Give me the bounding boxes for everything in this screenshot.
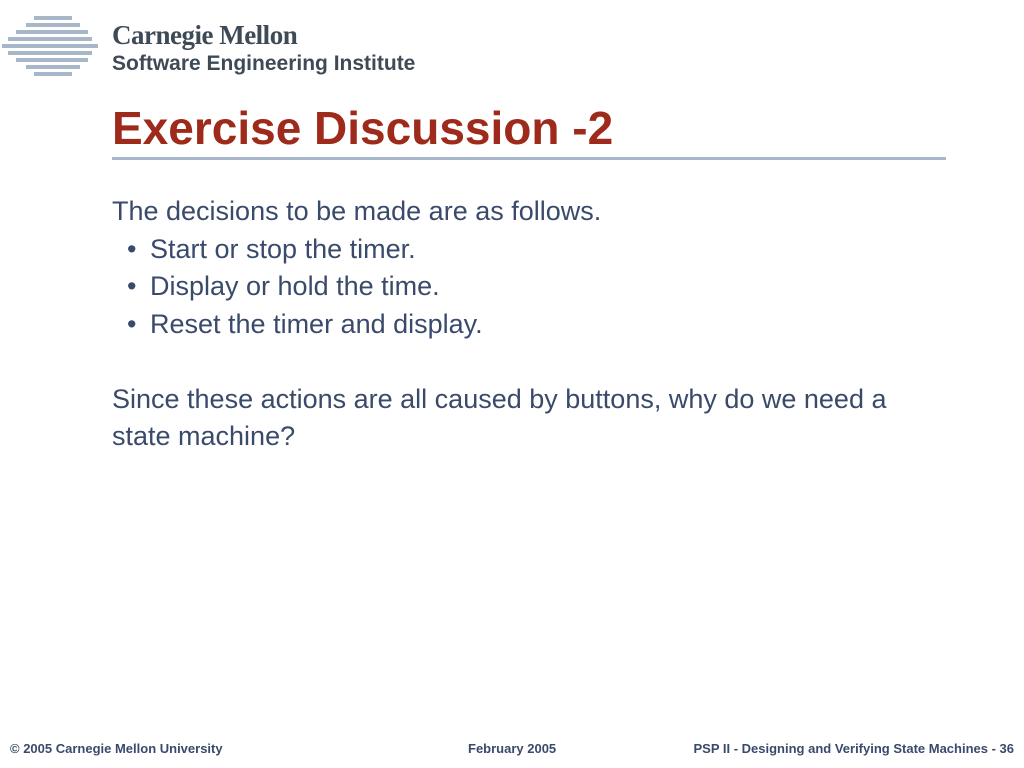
list-item xyxy=(127,231,942,269)
paragraph-spacer xyxy=(112,343,942,381)
slide-title: Exercise Discussion -2 xyxy=(112,102,614,154)
list-item-text: Reset the timer and display. xyxy=(150,308,483,339)
list-item-text: Start or stop the timer. xyxy=(150,233,416,264)
logo-institute-name: Software Engineering Institute xyxy=(112,52,416,75)
decision-list xyxy=(112,231,942,344)
title-divider xyxy=(112,157,946,160)
list-item xyxy=(127,268,942,306)
question-text: Since these actions are all caused by buttons, why do we need a state machine? xyxy=(112,383,887,451)
footer-date: February 2005 xyxy=(468,741,557,756)
list-item-text: Display or hold the time. xyxy=(150,271,440,301)
intro-text: The decisions to be made are as follows. xyxy=(112,196,602,226)
slide-body xyxy=(112,193,942,456)
sei-logo-icon xyxy=(0,14,104,78)
bullet-icon: • xyxy=(127,233,137,264)
footer-copyright: © 2005 Carnegie Mellon University xyxy=(10,741,223,756)
bullet-icon: • xyxy=(127,271,137,301)
footer-course-page: PSP II - Designing and Verifying State Machines - 36 xyxy=(693,741,1014,756)
logo-university-name: Carnegie Mellon xyxy=(112,20,298,50)
bullet-icon: • xyxy=(127,308,137,339)
list-item xyxy=(127,306,942,344)
